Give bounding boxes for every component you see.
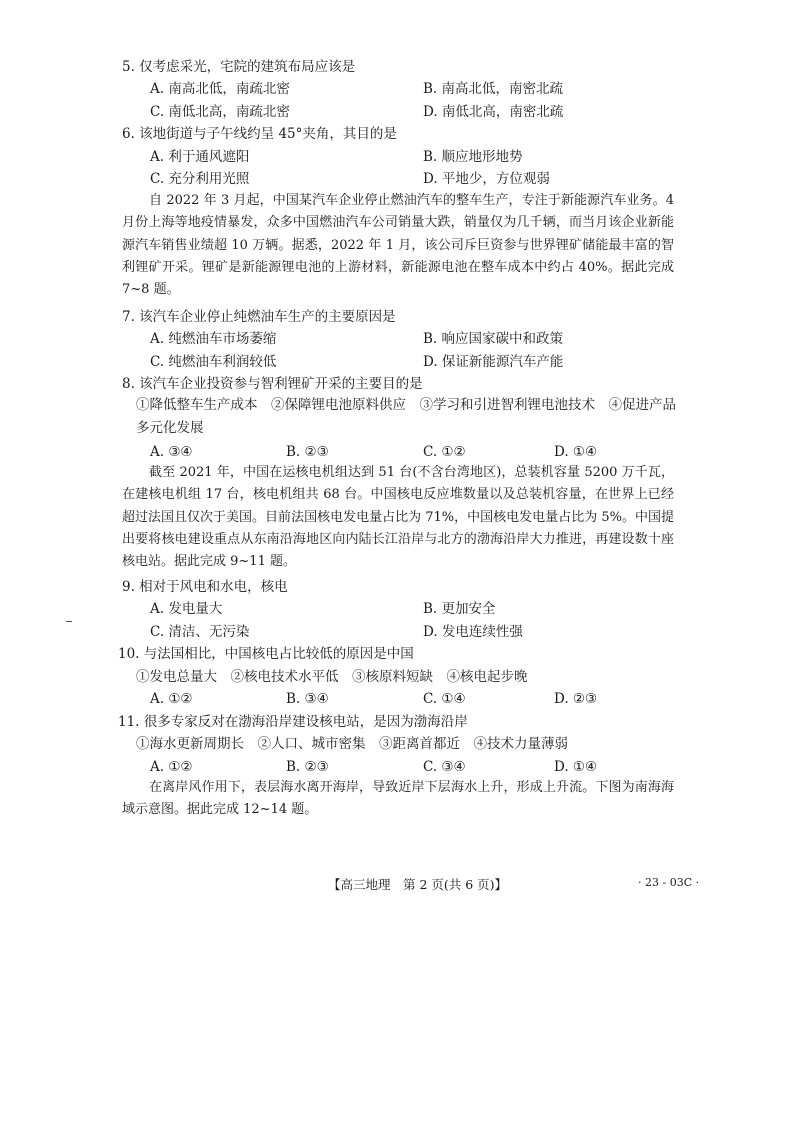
q10-statements: ①发电总量大 ②核电技术水平低 ③核原料短缺 ④核电起步晚 bbox=[136, 669, 528, 685]
q7-option-d: D. 保证新能源汽车产能 bbox=[423, 354, 564, 370]
q8-option-d: D. ①④ bbox=[554, 444, 598, 460]
q5-option-a: A. 南高北低，南疏北密 bbox=[150, 81, 290, 97]
q7-option-a: A. 纯燃油车市场萎缩 bbox=[150, 331, 277, 347]
q6-option-d: D. 平地少，方位观弱 bbox=[423, 171, 550, 187]
q8-stem: 8. 该汽车企业投资参与智利锂矿开采的主要目的是 bbox=[122, 376, 423, 392]
passage-12-14: 在离岸风作用下，表层海水离开海岸，导致近岸下层海水上升，形成上升流。下图为南海海域示意图。据此完成 12~14 题。 bbox=[122, 780, 674, 818]
q10-option-b: B. ③④ bbox=[286, 691, 329, 707]
q7-option-c: C. 纯燃油车利润较低 bbox=[150, 354, 277, 370]
page-footer-code: · 23 - 03C · bbox=[638, 876, 700, 889]
q8-option-b: B. ②③ bbox=[286, 444, 329, 460]
q9-option-c: C. 清洁、无污染 bbox=[150, 624, 250, 640]
margin-mark bbox=[66, 621, 72, 622]
q9-option-d: D. 发电连续性强 bbox=[423, 624, 523, 640]
q6-stem: 6. 该地街道与子午线约呈 45°夹角，其目的是 bbox=[122, 126, 397, 142]
q5-stem: 5. 仅考虑采光，宅院的建筑布局应该是 bbox=[122, 59, 356, 75]
q5-option-b: B. 南高北低，南密北疏 bbox=[423, 81, 564, 97]
page-footer-title: 【高三地理 第 2 页(共 6 页)】 bbox=[328, 877, 508, 892]
q6-option-a: A. 利于通风遮阳 bbox=[150, 149, 250, 165]
q5-option-d: D. 南低北高，南密北疏 bbox=[423, 104, 564, 120]
q6-option-c: C. 充分利用光照 bbox=[150, 171, 250, 187]
q9-option-b: B. 更加安全 bbox=[423, 601, 496, 617]
q10-option-d: D. ②③ bbox=[554, 691, 598, 707]
q11-option-b: B. ②③ bbox=[286, 759, 329, 775]
q11-stem: 11. 很多专家反对在渤海沿岸建设核电站，是因为渤海沿岸 bbox=[118, 714, 468, 730]
q8-option-c: C. ①② bbox=[423, 444, 466, 460]
passage-9-11: 截至 2021 年，中国在运核电机组达到 51 台(不含台湾地区)，总装机容量 5200 万千瓦，在建核电机组 17 台，核电机组共 68 台。中国核电反应堆数量以及总装机容量，在世界上已经超过法国且仅次于美国。目前法国核电发电量占比为 71%，中国核电发电量占比为 5%。中国提出要将核电建设重点从东南沿海地区向内陆长江沿岸与北方的渤海沿岸大力推进，再建设数十座核电站。据此完成 9~11 题。 bbox=[122, 465, 674, 570]
q11-statements: ①海水更新周期长 ②人口、城市密集 ③距离首都近 ④技术力量薄弱 bbox=[136, 736, 568, 752]
q9-option-a: A. 发电量大 bbox=[150, 601, 223, 617]
q10-option-a: A. ①② bbox=[150, 691, 193, 707]
q10-stem: 10. 与法国相比，中国核电占比较低的原因是中国 bbox=[118, 646, 414, 662]
q6-option-b: B. 顺应地形地势 bbox=[423, 149, 523, 165]
passage-7-8: 自 2022 年 3 月起，中国某汽车企业停止燃油汽车的整车生产，专注于新能源汽车业务。4 月份上海等地疫情暴发，众多中国燃油汽车公司销量大跌，销量仅为几千辆，而当月该企业新能源汽车销售业绩超 10 万辆。据悉，2022 年 1 月，该公司斥巨资参与世界锂矿储能最丰富的智利锂矿开采。锂矿是新能源锂电池的上游材料，新能源电池在整车成本中约占 40%。据此完成7~8 题。 bbox=[122, 193, 674, 298]
q11-option-d: D. ①④ bbox=[554, 759, 598, 775]
q5-option-c: C. 南低北高，南疏北密 bbox=[150, 104, 290, 120]
q8-statements: ①降低整车生产成本 ②保障锂电池原料供应 ③学习和引进智利锂电池技术 ④促进产品多元化发展 bbox=[136, 397, 676, 436]
q9-stem: 9. 相对于风电和水电，核电 bbox=[122, 579, 288, 595]
q8-option-a: A. ③④ bbox=[150, 444, 193, 460]
q7-stem: 7. 该汽车企业停止纯燃油车生产的主要原因是 bbox=[122, 309, 396, 325]
q7-option-b: B. 响应国家碳中和政策 bbox=[423, 331, 564, 347]
q11-option-c: C. ③④ bbox=[423, 759, 466, 775]
q10-option-c: C. ①④ bbox=[423, 691, 466, 707]
q11-option-a: A. ①② bbox=[150, 759, 193, 775]
